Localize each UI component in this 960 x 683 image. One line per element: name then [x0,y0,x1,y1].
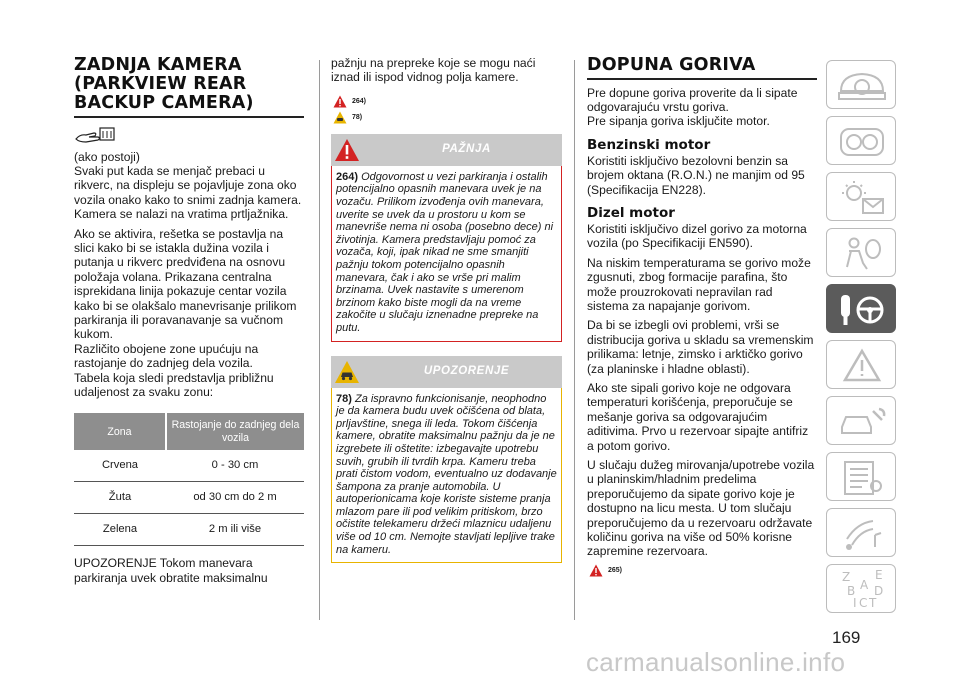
warning-header [331,134,562,166]
warning-box [331,134,562,342]
table-cell: Zelena [74,514,166,546]
paragraph: pažnju na prepreke koje se mogu naći iznad ili ispod vidnog polja kamere. [331,56,536,85]
car-wrench-icon [827,397,897,446]
column-refueling [587,56,817,580]
warning-reference: 265) [589,564,817,577]
table-header-row [74,413,304,450]
title-underline [587,78,817,80]
svg-text:D: D [874,584,884,598]
subheading-petrol: Benzinski motor [587,136,711,153]
warning-text: Odgovornost u vezi parkiranja i ostalih potencijalno opasnih manevara uvek je na vozaču. Prilikom izvođenja ovih manevara, uverite se uvek da u prostoru u kom se manevriše nema ni osoba (posebno dece) ni životinja. Kamera predstavljaju pomoć za vozača, koji, ipak nikad ne sme smanjiti pažnju tokom potencijalno opasnih manevara, čak i ako se vrše pri malim brzinama. Uvek nastavite s umerenom brzinom kako biste mogli da na vreme zakočite u slučaju iznenadne prepreke na putu. [336,170,554,334]
paragraph: UPOZORENJE Tokom manevara parkiranja uvek obratite maksimalnu [74,556,268,585]
subheading-diesel: Dizel motor [587,204,675,221]
paragraph: Koristiti isključivo bezolovni benzin sa brojem oktana (R.O.N.) ne manjim od 95 (Specifikacija EN228). [587,153,805,197]
tab-lights-messages[interactable] [826,172,896,221]
paragraph: Različito obojene zone upućuju na rastojanje do zadnjeg dela vozila. [74,341,259,371]
column-divider-1 [319,60,320,620]
caution-body [331,388,562,564]
specifications-list-icon [827,453,897,502]
tab-maintenance[interactable] [826,396,896,445]
camera-hand-icon [74,125,116,145]
table-header-zone: Zona [74,413,166,450]
caution-reference: 78) [333,111,562,124]
svg-text:I: I [853,596,857,610]
paragraph: Na niskim temperaturama se gorivo može zgusnuti, zbog formacije parafina, što može prouzrokovati nepravilan rad sistema za napajanje gorivom. [587,255,811,313]
paragraph: Pre dopune goriva proverite da li sipate odgovarajuću vrstu goriva. [587,85,798,114]
instrument-cluster-icon [827,117,897,166]
svg-text:B: B [847,584,856,598]
paragraph: Ako ste sipali gorivo koje ne odgovara temperaturi korišćenja, preporučuje se mešanje goriva sa odgovarajućim aditivima. Prvo u rezervoar sipajte antifriz a potom gorivo. [587,381,809,453]
table-cell: od 30 cm do 2 m [166,482,304,514]
table-cell: 2 m ili više [166,514,304,546]
tab-instrument-cluster[interactable] [826,116,896,165]
svg-text:T: T [869,596,877,610]
section-title-rear-camera: ZADNJA KAMERA (PARKVIEW REAR BACKUP CAMERA) [74,55,254,113]
tab-starting-driving[interactable] [826,284,896,333]
caution-label: UPOZORENJE [423,364,510,377]
car-dashboard-icon [827,61,897,110]
tab-safety[interactable] [826,228,896,277]
paragraph: Pre sipanja goriva isključite motor. [587,114,770,129]
svg-text:E: E [875,568,883,582]
column-divider-2 [574,60,575,620]
section-title-refueling: DOPUNA GORIVA [587,55,756,75]
warning-triangle-icon [333,95,347,108]
tab-car-dashboard[interactable] [826,60,896,109]
caution-number: 78) [336,392,352,405]
warning-number: 264) [336,170,359,183]
key-steering-wheel-icon [827,285,897,334]
paragraph: U slučaju dužeg mirovanja/upotrebe vozila u planinskim/hladnim predelima preporučujemo da sipate gorivo koje je dostupno na licu mesta. U tom slučaju preporučujemo da u rezervoaru održavate količinu goriva na više od 50% korisne zapremine rezervoara. [587,458,815,559]
page-number: 169 [832,628,861,647]
paragraph: Koristiti isključivo dizel gorivo za motorna vozila (po Specifikaciji EN590). [587,221,807,251]
table-cell: Žuta [74,482,166,514]
table-cell: Crvena [74,450,166,482]
svg-text:Z: Z [842,570,851,584]
warning-triangle-icon [827,341,897,390]
svg-text:C: C [859,596,868,610]
lights-mail-icon [827,173,897,222]
alphabet-index-icon [827,565,897,614]
warning-reference: 264) [333,95,562,108]
table-row [74,450,304,482]
airbag-person-icon [827,229,897,278]
caution-header [331,356,562,388]
table-header-distance: Rastojanje do zadnjeg dela vozila [166,413,304,450]
title-underline [74,116,304,118]
paragraph: Da bi se izbegli ovi problemi, vrši se distribucija goriva u skladu sa vremenskim prilikama: letnje, zimsko i arktičko gorivo (za planinske i hladne oblasti). [587,318,814,376]
paragraph: Kamera se nalazi na vratima prtljažnika. [74,207,289,222]
distance-zone-table [74,413,304,546]
table-row [74,514,304,546]
column-rear-camera [74,56,304,590]
tab-emergency[interactable] [826,340,896,389]
variant-icons [74,125,304,147]
table-row [74,482,304,514]
warning-body [331,166,562,342]
warning-triangle-icon [589,564,603,577]
footer-watermark: carmanualsonline.info [586,647,846,677]
caution-text: Za ispravno funkcionisanje, neophodno je da kamera budu uvek očišćena od blata, prljavštine, snega ili leda. Tokom čišćenja kamere, obratite maksimalnu pažnju da je ne izgrebete ili oštetite: izbegavajte upotrebu suvih, grubih ili tvrdih krpa. Kameru treba prati čistom vodom, eventualno uz dodavanje šampona za pranje automobila. U autoperionicama koje koriste sisteme pranja mlazom pare ili pod velikim pritiskom, brzo očistite telekameru držeći mlaznicu udaljenu više od 10 cm. Nemojte stavljati lepljive trake na kameru. [336,392,557,556]
column-warnings [331,56,562,563]
tab-multimedia[interactable] [826,508,896,557]
paragraph: Tabela koja sledi predstavlja približnu udaljenost za svaku zonu: [74,370,274,399]
paragraph: Svaki put kada se menjač prebaci u rikverc, na displeju se pojavljuje zona oko vozila onako kako to snimi zadnja kamera. [74,163,302,207]
paragraph: Ako se aktivira, rešetka se postavlja na slici kako bi se istakla dužina vozila i putanja u rikverc predviđena na osnovu položaja volana. Prikazana centralna isprekidana linija pokazuje centar vozila kako bi se olakšalo manevrisanje prilikom parkiranja ili poravanavanje sa vučnom kukom. [74,226,297,342]
caution-box [331,356,562,564]
multimedia-icon [827,509,897,558]
warning-label: PAŽNJA [442,142,491,155]
caution-car-icon [333,111,347,124]
tab-index[interactable] [826,564,896,613]
tab-specifications[interactable] [826,452,896,501]
svg-text:A: A [860,578,869,592]
availability-note: (ako postoji) [74,149,140,164]
table-cell: 0 - 30 cm [166,450,304,482]
